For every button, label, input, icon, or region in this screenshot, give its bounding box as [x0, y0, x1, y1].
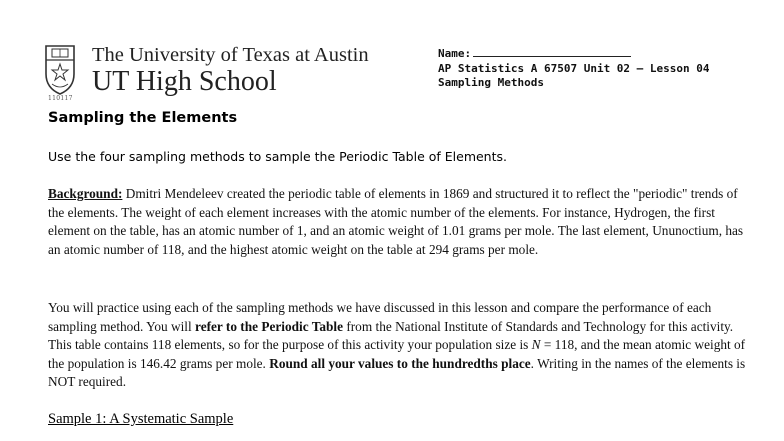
sample-1-heading: Sample 1: A Systematic Sample [48, 411, 234, 427]
population-symbol: N [531, 337, 541, 352]
practice-paragraph [48, 299, 754, 392]
instructions-text: Use the four sampling methods to sample the Periodic Table of Elements. [48, 149, 507, 164]
practice-bold-1: refer to the Periodic Table [195, 318, 343, 334]
ut-shield-icon [44, 44, 76, 96]
practice-bold-2: Round all your values to the hundredths place [269, 355, 531, 371]
background-text: Dmitri Mendeleev created the periodic table of elements in 1869 and structured it to reflect the "periodic" trends of the elements. The weight of each element increases with the atomic number of the elements. For instance, Hydrogen, the first element on the table, has an atomic number of 1, and an atomic weight of 1.01 grams per mole. The last element, Ununoctium, has an atomic number of 118, and the highest atomic weight on the table at 294 grams per mole. [48, 186, 744, 257]
practice-text-2: from the National Institute of Standards and Technology for this activity. This table contains 118 elements, so for the purpose of this activity your population size is [48, 318, 734, 352]
practice-text-4: . Writing in the names of the elements is NOT required. [48, 355, 746, 389]
shield-number: 110117 [48, 95, 73, 102]
ut-high-school-logo [44, 44, 369, 106]
course-line: AP Statistics A 67507 Unit 02 – Lesson 04 [438, 61, 710, 75]
university-name: The University of Texas at Austin [92, 44, 369, 66]
student-info-block [438, 46, 710, 91]
background-label: Background: [48, 186, 123, 201]
name-row [438, 46, 710, 62]
practice-text-1: You will practice using each of the sampling methods we have discussed in this lesson and compare the performance of each sampling method. You will [48, 300, 712, 334]
background-paragraph [48, 185, 754, 259]
name-label: Name: [438, 47, 472, 60]
practice-text-3: = 118, and the mean atomic weight of the population is 146.42 grams per mole. [48, 337, 746, 371]
lesson-title: Sampling Methods [438, 76, 544, 89]
school-name: UT High School [92, 66, 277, 97]
name-blank-line[interactable] [473, 46, 631, 57]
page-title: Sampling the Elements [48, 110, 238, 126]
